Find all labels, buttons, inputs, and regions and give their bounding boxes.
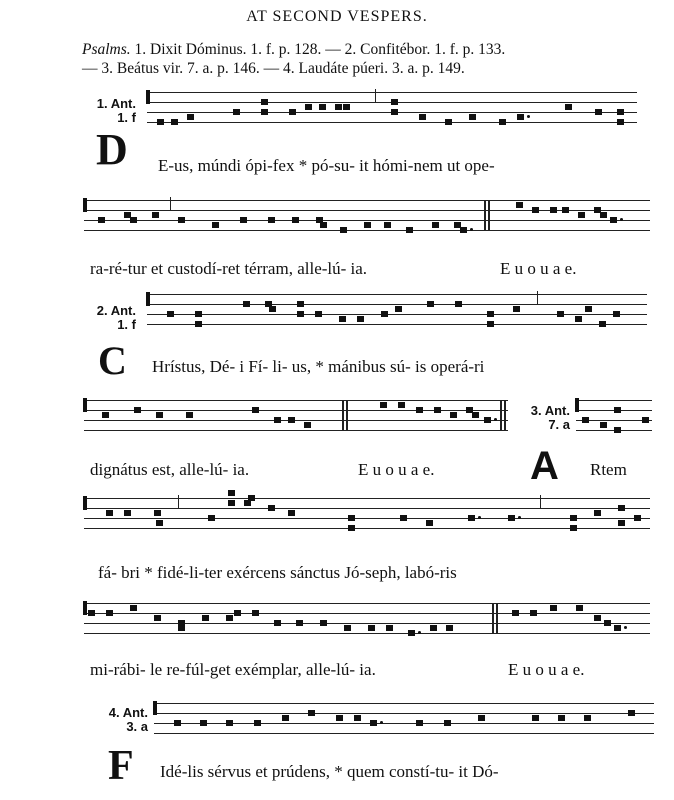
neume: [304, 422, 311, 428]
neume: [106, 510, 113, 516]
neume: [484, 417, 491, 423]
antiphon-1-mode: 1. f: [117, 110, 136, 125]
double-bar-line: [342, 400, 344, 431]
antiphon-3-number: 3. Ant.: [530, 403, 570, 418]
staff-line: [147, 314, 647, 315]
music-staff-5: [576, 400, 652, 440]
clef-icon: [146, 90, 150, 104]
double-bar-line: [488, 200, 490, 231]
neume: [243, 301, 250, 307]
antiphon-1-lyrics-2: ra-ré-tur et custodí-ret térram, alle-lú- ia.: [90, 259, 368, 278]
neume: [171, 119, 178, 125]
neume: [472, 412, 479, 418]
neume: [557, 311, 564, 317]
punctum-dot: [494, 418, 497, 421]
neume: [600, 212, 607, 218]
psalms-label: Psalms.: [82, 41, 131, 58]
neume: [426, 520, 433, 526]
neume: [305, 104, 312, 110]
punctum-dot: [418, 631, 421, 634]
antiphon-1-lyrics-1: E-us, múndi ópi-fex * pó-su- it hómi-nem ut ope-: [158, 156, 495, 175]
neume: [297, 311, 304, 317]
neume: [446, 625, 453, 631]
neume: [406, 227, 413, 233]
neume: [469, 114, 476, 120]
bar-line: [540, 495, 541, 509]
neume: [268, 505, 275, 511]
neume: [595, 109, 602, 115]
staff-line: [576, 400, 652, 401]
neume: [308, 710, 315, 716]
staff-line: [84, 498, 650, 499]
neume: [252, 407, 259, 413]
neume: [380, 402, 387, 408]
antiphon-2-initial: C: [98, 338, 127, 383]
antiphon-4-lyrics-1: Idé-lis sérvus et prúdens, * quem constí-tu- it Dó-: [160, 762, 499, 781]
neume: [570, 525, 577, 531]
neume: [348, 515, 355, 521]
neume: [565, 104, 572, 110]
neume: [427, 301, 434, 307]
staff-line: [84, 220, 650, 221]
antiphon-2-mode: 1. f: [117, 317, 136, 332]
antiphon-3-mode: 7. a: [548, 417, 570, 432]
neume: [319, 104, 326, 110]
punctum-dot: [380, 721, 383, 724]
music-staff-4: [84, 400, 508, 440]
psalms-list: [82, 40, 652, 78]
neume: [364, 222, 371, 228]
staff-line: [147, 294, 647, 295]
antiphon-2-lyrics-1: Hrístus, Dé- i Fí- li- us, * mánibus sú- is operá-ri: [152, 357, 485, 376]
neume: [594, 615, 601, 621]
neume: [416, 407, 423, 413]
staff-line: [84, 613, 650, 614]
antiphon-3-rtem: Rtem: [590, 460, 627, 479]
neume: [274, 417, 281, 423]
antiphon-4-label: [82, 706, 148, 734]
neume: [340, 227, 347, 233]
neume: [468, 515, 475, 521]
antiphon-3-label: [510, 404, 570, 432]
neume: [508, 515, 515, 521]
staff-line: [147, 92, 637, 93]
neume: [296, 620, 303, 626]
neume: [202, 615, 209, 621]
staff-line: [84, 623, 650, 624]
staff-line: [147, 324, 647, 325]
neume: [478, 715, 485, 721]
neume: [634, 515, 641, 521]
neume: [550, 207, 557, 213]
neume: [614, 427, 621, 433]
neume: [532, 207, 539, 213]
neume: [152, 212, 159, 218]
neume: [614, 407, 621, 413]
neume: [288, 510, 295, 516]
neume: [610, 217, 617, 223]
bar-line: [537, 291, 538, 305]
punctum-dot: [478, 516, 481, 519]
neume: [594, 510, 601, 516]
neume: [156, 520, 163, 526]
neume: [98, 217, 105, 223]
neume: [195, 311, 202, 317]
neume: [532, 715, 539, 721]
neume: [628, 710, 635, 716]
neume: [584, 715, 591, 721]
neume: [582, 417, 589, 423]
staff-line: [147, 122, 637, 123]
clef-icon: [153, 701, 157, 715]
neume: [134, 407, 141, 413]
neume: [178, 217, 185, 223]
neume: [195, 321, 202, 327]
antiphon-4-number: 4. Ant.: [108, 705, 148, 720]
neume: [187, 114, 194, 120]
neume: [530, 610, 537, 616]
neume: [200, 720, 207, 726]
antiphon-1-initial: D: [96, 125, 128, 174]
neume: [292, 217, 299, 223]
neume: [617, 119, 624, 125]
bar-line: [170, 197, 171, 211]
neume: [124, 510, 131, 516]
bar-line: [178, 495, 179, 509]
clef-icon: [83, 496, 87, 510]
neume: [106, 610, 113, 616]
neume: [233, 109, 240, 115]
neume: [335, 104, 342, 110]
neume: [487, 321, 494, 327]
neume: [578, 212, 585, 218]
antiphon-3-lyrics-2: mi-rábi- le re-fúl-get exémplar, alle-lú- ia.: [90, 660, 376, 679]
staff-line: [154, 703, 654, 704]
antiphon-2-number: 2. Ant.: [96, 303, 136, 318]
neume: [391, 99, 398, 105]
staff-line: [154, 713, 654, 714]
neume: [370, 720, 377, 726]
bar-line: [375, 89, 376, 103]
antiphon-4-initial: F: [108, 743, 134, 789]
staff-line: [84, 603, 650, 604]
clef-icon: [575, 398, 579, 412]
neume: [432, 222, 439, 228]
neume: [600, 422, 607, 428]
neume: [550, 605, 557, 611]
neume: [228, 500, 235, 506]
neume: [430, 625, 437, 631]
neume: [252, 610, 259, 616]
neume: [248, 495, 255, 501]
music-staff-6: [84, 498, 650, 538]
staff-line: [84, 200, 650, 201]
neume: [174, 720, 181, 726]
neume: [261, 109, 268, 115]
neume: [487, 311, 494, 317]
neume: [320, 620, 327, 626]
antiphon-4-mode: 3. a: [126, 719, 148, 734]
antiphon-1-euouae: E u o u a e.: [500, 259, 577, 278]
neume: [178, 625, 185, 631]
staff-line: [84, 420, 508, 421]
double-bar-line: [346, 400, 348, 431]
neume: [336, 715, 343, 721]
neume: [208, 515, 215, 521]
neume: [288, 417, 295, 423]
neume: [289, 109, 296, 115]
neume: [269, 306, 276, 312]
neume: [599, 321, 606, 327]
neume: [274, 620, 281, 626]
neume: [562, 207, 569, 213]
antiphon-2-euouae: E u o u a e.: [358, 460, 435, 479]
neume: [450, 412, 457, 418]
neume: [381, 311, 388, 317]
music-staff-3: [147, 294, 647, 334]
neume: [226, 615, 233, 621]
double-bar-line: [492, 603, 494, 634]
staff-line: [84, 633, 650, 634]
neume: [157, 119, 164, 125]
neume: [212, 222, 219, 228]
staff-line: [84, 518, 650, 519]
neume: [102, 412, 109, 418]
neume: [354, 715, 361, 721]
antiphon-1-label: [82, 97, 136, 125]
punctum-dot: [470, 228, 473, 231]
staff-line: [84, 528, 650, 529]
staff-line: [84, 430, 508, 431]
neume: [320, 222, 327, 228]
neume: [618, 520, 625, 526]
neume: [444, 720, 451, 726]
staff-line: [154, 733, 654, 734]
neume: [254, 720, 261, 726]
neume: [297, 301, 304, 307]
neume: [575, 316, 582, 322]
punctum-dot: [518, 516, 521, 519]
double-bar-line: [500, 400, 502, 431]
neume: [156, 412, 163, 418]
music-staff-1: [147, 92, 637, 132]
neume: [604, 620, 611, 626]
neume: [357, 316, 364, 322]
staff-line: [84, 508, 650, 509]
neume: [240, 217, 247, 223]
neume: [228, 490, 235, 496]
neume: [154, 510, 161, 516]
neume: [513, 306, 520, 312]
neume: [348, 525, 355, 531]
neume: [344, 625, 351, 631]
antiphon-2-lyrics-2: dignátus est, alle-lú- ia.: [90, 460, 250, 479]
neume: [617, 109, 624, 115]
clef-icon: [83, 198, 87, 212]
clef-icon: [83, 398, 87, 412]
neume: [642, 417, 649, 423]
neume: [400, 515, 407, 521]
clef-icon: [83, 601, 87, 615]
neume: [130, 217, 137, 223]
psalms-line-1-text: 1. Dixit Dóminus. 1. f. p. 128. — 2. Confitébor. 1. f. p. 133.: [134, 41, 506, 58]
neume: [339, 316, 346, 322]
antiphon-2-label: [82, 304, 136, 332]
neume: [576, 605, 583, 611]
neume: [585, 306, 592, 312]
punctum-dot: [527, 115, 530, 118]
clef-icon: [146, 292, 150, 306]
neume: [186, 412, 193, 418]
neume: [268, 217, 275, 223]
neume: [261, 99, 268, 105]
music-staff-7: [84, 603, 650, 643]
psalms-line-2: — 3. Beátus vir. 7. a. p. 146. — 4. Laudáte púeri. 3. a. p. 149.: [82, 60, 465, 77]
neume: [614, 625, 621, 631]
neume: [408, 630, 415, 636]
neume: [517, 114, 524, 120]
neume: [315, 311, 322, 317]
staff-line: [84, 400, 508, 401]
neume: [570, 515, 577, 521]
neume: [512, 610, 519, 616]
punctum-dot: [624, 626, 627, 629]
neume: [154, 615, 161, 621]
neume: [618, 505, 625, 511]
neume: [130, 605, 137, 611]
neume: [234, 610, 241, 616]
psalms-line-1: [82, 40, 652, 59]
neume: [558, 715, 565, 721]
page-heading: AT SECOND VESPERS.: [246, 8, 428, 25]
neume: [419, 114, 426, 120]
neume: [398, 402, 405, 408]
neume: [384, 222, 391, 228]
neume: [445, 119, 452, 125]
neume: [516, 202, 523, 208]
neume: [499, 119, 506, 125]
neume: [395, 306, 402, 312]
neume: [460, 227, 467, 233]
antiphon-3-lyrics-1: fá- bri * fidé-li-ter exércens sánctus Jó-seph, labó-ris: [98, 563, 457, 582]
neume: [416, 720, 423, 726]
neume: [613, 311, 620, 317]
neume: [226, 720, 233, 726]
neume: [368, 625, 375, 631]
neume: [282, 715, 289, 721]
double-bar-line: [496, 603, 498, 634]
neume: [343, 104, 350, 110]
neume: [386, 625, 393, 631]
antiphon-1-number: 1. Ant.: [96, 96, 136, 111]
staff-line: [84, 230, 650, 231]
staff-line: [84, 410, 508, 411]
punctum-dot: [620, 218, 623, 221]
neume: [391, 109, 398, 115]
double-bar-line: [504, 400, 506, 431]
music-staff-2: [84, 200, 650, 240]
double-bar-line: [484, 200, 486, 231]
antiphon-3-initial: A: [530, 444, 559, 488]
neume: [167, 311, 174, 317]
antiphon-3-euouae: E u o u a e.: [508, 660, 585, 679]
staff-line: [147, 304, 647, 305]
neume: [455, 301, 462, 307]
music-staff-8: [154, 703, 654, 743]
neume: [88, 610, 95, 616]
neume: [434, 407, 441, 413]
